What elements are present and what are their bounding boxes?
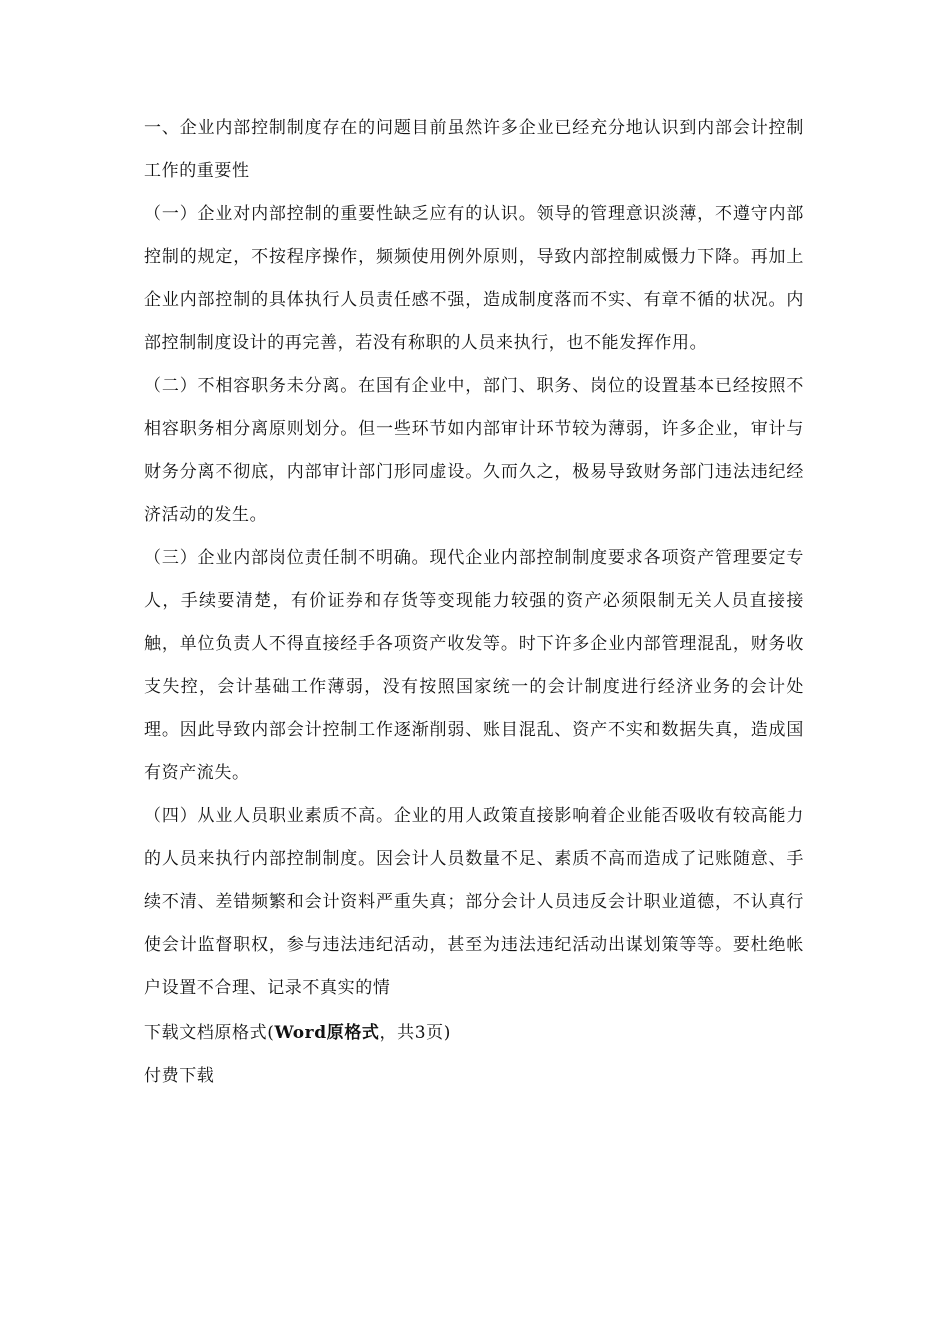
paragraph-point-1: （一）企业对内部控制的重要性缺乏应有的认识。领导的管理意识淡薄，不遵守内部控制的规定，不按程序操作，频频使用例外原则，导致内部控制威慑力下降。再加上企业内部控制的具体执行人员责任感不强，造成制度落而不实、有章不循的状况。内部控制制度设计的再完善，若没有称职的人员来执行，也不能发挥作用。 (144, 204, 804, 353)
paid-download-link[interactable]: 付费下载 (144, 1066, 215, 1086)
paragraph-section-heading: 一、企业内部控制制度存在的问题目前虽然许多企业已经充分地认识到内部会计控制工作的重要性 (144, 118, 804, 181)
download-suffix: 页) (426, 1023, 451, 1043)
download-separator: ，共 (379, 1023, 415, 1043)
document-content (144, 107, 804, 1098)
paragraph-point-4: （四）从业人员职业素质不高。企业的用人政策直接影响着企业能否吸收有较高能力的人员来执行内部控制制度。因会计人员数量不足、素质不高而造成了记账随意、手续不清、差错频繁和会计资料严重失真；部分会计人员违反会计职业道德，不认真行使会计监督职权，参与违法违纪活动，甚至为违法违纪活动出谋划策等等。要杜绝帐户设置不合理、记录不真实的情 (144, 806, 804, 998)
paragraph-point-3: （三）企业内部岗位责任制不明确。现代企业内部控制制度要求各项资产管理要定专人，手续要清楚，有价证券和存货等变现能力较强的资产必须限制无关人员直接接触，单位负责人不得直接经手各项资产收发等。时下许多企业内部管理混乱，财务收支失控，会计基础工作薄弱，没有按照国家统一的会计制度进行经济业务的会计处理。因此导致内部会计控制工作逐渐削弱、账目混乱、资产不实和数据失真，造成国有资产流失。 (144, 548, 804, 783)
download-prefix: 下载文档原格式( (144, 1023, 275, 1043)
download-format-label: Word原格式 (274, 1023, 380, 1043)
download-page-count: 3 (414, 1023, 427, 1043)
download-original-format-line[interactable] (144, 1012, 804, 1055)
paragraph-point-2: （二）不相容职务未分离。在国有企业中，部门、职务、岗位的设置基本已经按照不相容职务相分离原则划分。但一些环节如内部审计环节较为薄弱，许多企业，审计与财务分离不彻底，内部审计部门形同虚设。久而久之，极易导致财务部门违法违纪经济活动的发生。 (144, 376, 804, 525)
